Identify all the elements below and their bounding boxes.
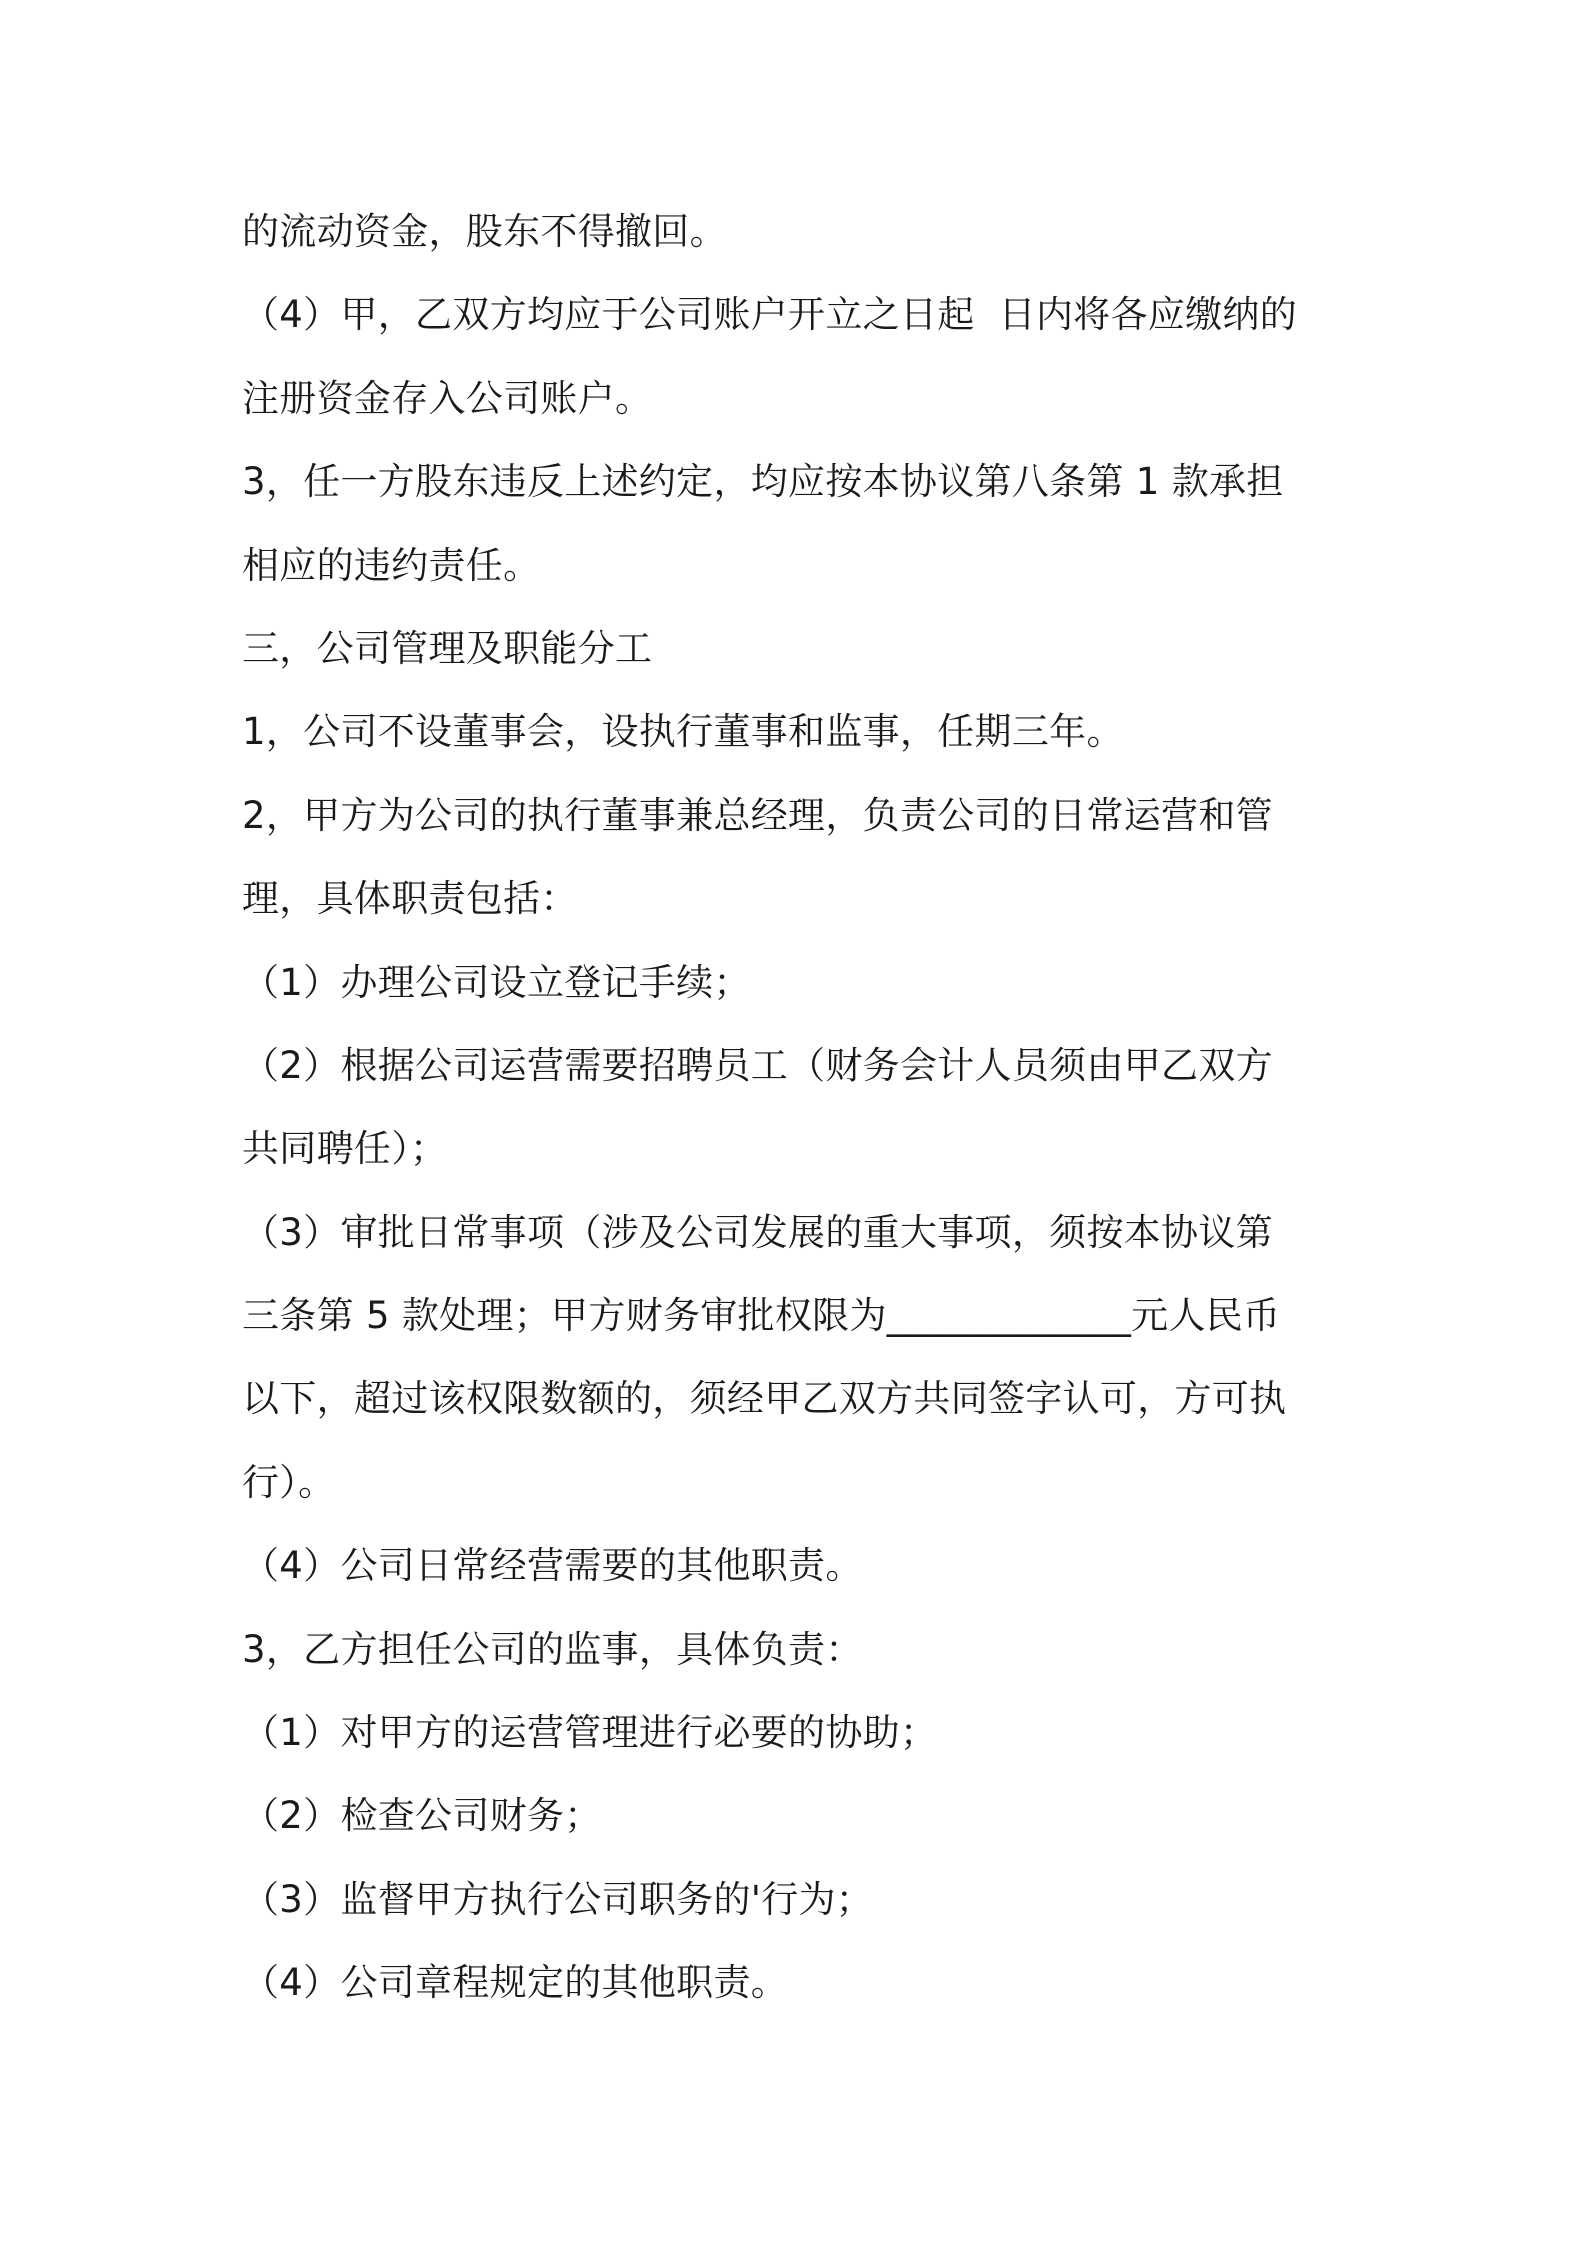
text-line: （1）办理公司设立登记手续； [242, 960, 751, 1004]
text-line: （4）公司章程规定的其他职责。 [242, 1961, 789, 2005]
text-line: 3，乙方担任公司的监事，具体负责： [242, 1627, 863, 1671]
text-line: （4）公司日常经营需要的其他职责。 [242, 1544, 863, 1588]
text-line: （2）根据公司运营需要招聘员工（财务会计人员须由甲乙双方 [242, 1043, 1273, 1087]
text-line: 1，公司不设董事会，设执行董事和监事，任期三年。 [242, 710, 1124, 754]
text-line: 3，任一方股东违反上述约定，均应按本协议第八条第 1 款承担 [242, 460, 1284, 504]
text-line: （3）审批日常事项（涉及公司发展的重大事项，须按本协议第 [242, 1210, 1273, 1254]
text-line: （4）甲，乙双方均应于公司账户开立之日起 日内将各应缴纳的 [242, 293, 1298, 337]
text-line: 理，具体职责包括： [242, 877, 578, 921]
text-line: 注册资金存入公司账户。 [242, 376, 653, 420]
section-heading: 三，公司管理及职能分工 [242, 626, 653, 670]
text-line: 的流动资金，股东不得撤回。 [242, 210, 727, 253]
document-body [242, 190, 1362, 2025]
text-line: 共同聘任）； [242, 1127, 448, 1171]
text-line: 三条第 5 款处理；甲方财务审批权限为_____________元人民币 [242, 1294, 1281, 1338]
text-line: 行）。 [242, 1460, 336, 1504]
text-line: （2）检查公司财务； [242, 1794, 602, 1838]
text-line: 2，甲方为公司的执行董事兼总经理，负责公司的日常运营和管 [242, 793, 1273, 837]
text-line: （3）监督甲方执行公司职务的'行为； [242, 1877, 874, 1921]
text-line: （1）对甲方的运营管理进行必要的协助； [242, 1711, 938, 1755]
text-line: 相应的违约责任。 [242, 543, 541, 587]
text-line: 以下，超过该权限数额的，须经甲乙双方共同签字认可，方可执 [242, 1377, 1287, 1421]
